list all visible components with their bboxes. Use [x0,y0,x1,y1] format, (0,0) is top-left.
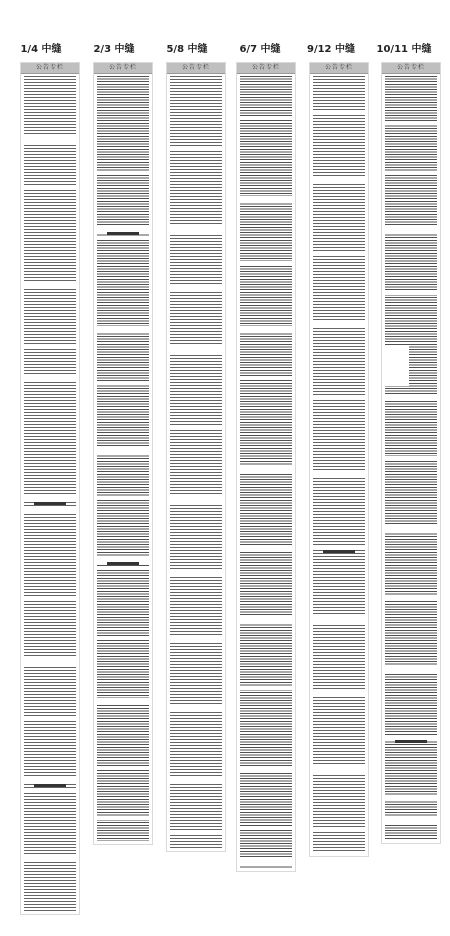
column-label-6-7: 6/7 中缝 [239,44,281,55]
notice-text-block [170,76,222,848]
gutter-strip-1-4 [20,62,80,915]
gutter-strip-5-8 [166,62,226,852]
column-label-10-11: 10/11 中缝 [376,44,432,55]
column-label-9-12: 9/12 中缝 [306,44,355,55]
notice-text-block [24,76,76,911]
strip-header: 公告专栏 [21,63,79,74]
gutter-strip-10-11 [381,62,441,844]
notice-text-block [313,76,365,853]
strip-header: 公告专栏 [310,63,368,74]
gutter-strip-6-7 [236,62,296,872]
notice-text-block [97,76,149,841]
column-label-5-8: 5/8 中缝 [166,44,208,55]
notice-text-block [240,76,292,868]
column-label-1-4: 1/4 中缝 [20,44,62,55]
strip-header: 公告专栏 [94,63,152,74]
gutter-strip-9-12 [309,62,369,857]
gutter-strip-2-3 [93,62,153,845]
column-label-2-3: 2/3 中缝 [93,44,135,55]
strip-header: 公告专栏 [237,63,295,74]
strip-header: 公告专栏 [382,63,440,74]
notice-text-block [385,76,437,840]
strip-header: 公告专栏 [167,63,225,74]
